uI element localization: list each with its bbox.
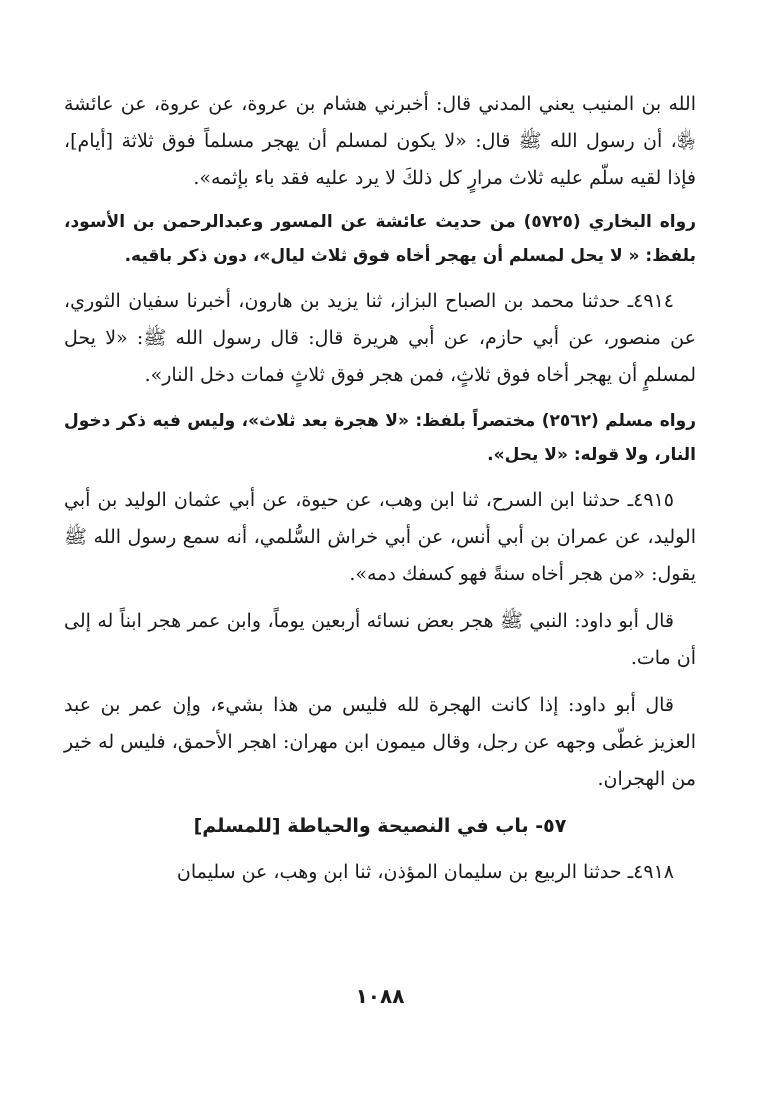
hadith-continuation: الله بن المنيب يعني المدني قال: أخبرني هشام بن عروة، عن عروة، عن عائشة ﵂، أن رسول الله ﷺ قال: «لا يكون لمسلم أن يهجر مسلماً فوق ثلاثة [أيام]، فإذا لقيه سلّم عليه ثلاث مرارٍ كل ذلكَ لا يرد عليه فقد باء بإثمه». — [64, 93, 696, 189]
page-number: ١٠٨٨ — [355, 984, 405, 1008]
hadith-4915: ٤٩١٥ـ حدثنا ابن السرح، ثنا ابن وهب، عن حيوة، عن أبي عثمان الوليد بن أبي الوليد، عن عمران بن أبي أنس، عن أبي خراش السُّلمي، أنه سمع رسول الله ﷺ يقول: «من هجر أخاه سنةً فهو كسفك دمه». — [64, 489, 696, 585]
takhrij-muslim: رواه مسلم (٢٥٦٢) مختصراً بلفظ: «لا هجرة بعد ثلاث»، وليس فيه ذكر دخول النار، ولا قوله: «لا يحل». — [64, 411, 696, 465]
page-content — [64, 86, 696, 891]
abu-dawud-comment-1: قال أبو داود: النبي ﷺ هجر بعض نسائه أربعين يوماً، وابن عمر هجر ابناً له إلى أن مات. — [64, 610, 696, 669]
takhrij-bukhari: رواه البخاري (٥٧٢٥) من حديث عائشة عن المسور وعبدالرحمن بن الأسود، بلفظ: « لا يحل لمسلم أن يهجر أخاه فوق ثلاث ليال»، دون ذكر باقيه. — [64, 212, 696, 266]
section-heading: ٥٧- باب في النصيحة والحياطة [للمسلم] — [193, 815, 567, 837]
hadith-4918: ٤٩١٨ـ حدثنا الربيع بن سليمان المؤذن، ثنا ابن وهب، عن سليمان — [176, 861, 674, 883]
abu-dawud-comment-2: قال أبو داود: إذا كانت الهجرة لله فليس من هذا بشيء، وإن عمر بن عبد العزيز غطّى وجهه عن رجل، وقال ميمون ابن مهران: اهجر الأحمق، فليس له خير من الهجران. — [64, 694, 696, 790]
hadith-4914: ٤٩١٤ـ حدثنا محمد بن الصباح البزاز، ثنا يزيد بن هارون، أخبرنا سفيان الثوري، عن منصور، عن أبي حازم، عن أبي هريرة قال: قال رسول الله ﷺ: «لا يحل لمسلمٍ أن يهجر أخاه فوق ثلاثٍ، فمن هجر فوق ثلاثٍ فمات دخل النار». — [64, 290, 696, 386]
